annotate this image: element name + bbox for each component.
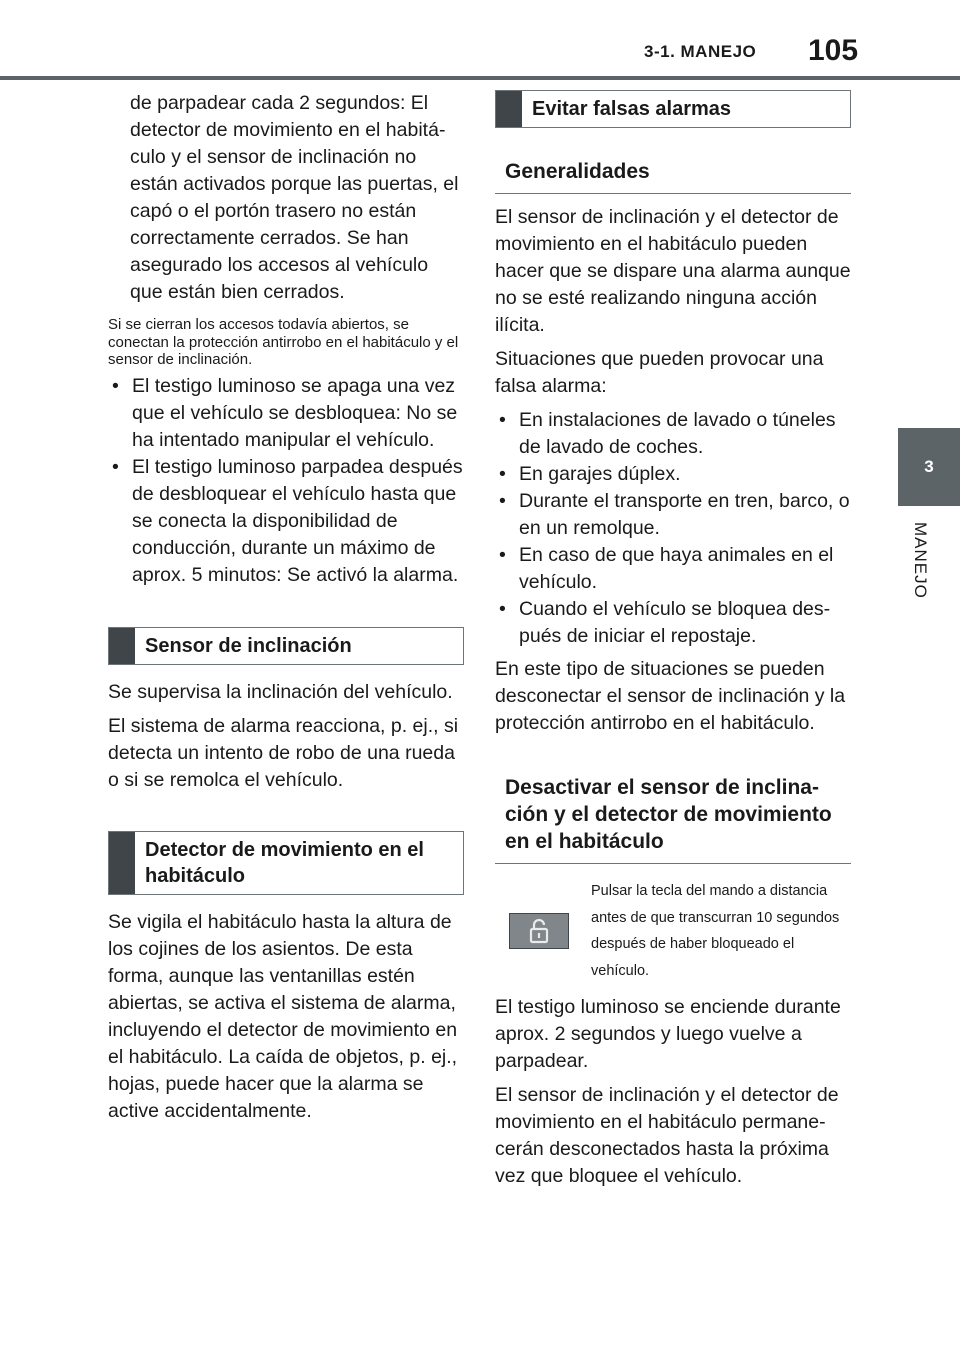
instruction-text: Pulsar la tecla del mando a distancia antes de que transcurran 10 segundos después de haber bloqueado el vehículo. — [591, 883, 840, 979]
paragraph: El sensor de inclinación y el detector de movimiento en el habitáculo pueden hacer que se dispare una alarma aunque no se esté realizando ninguna acción ilícita. — [495, 206, 851, 336]
list-item: • En garajes dúplex. — [495, 461, 851, 488]
section-label: 3-1. MANEJO — [644, 42, 757, 61]
small-note: Si se cierran los accesos todavía abiertos, se conectan la protección antirrobo en el habitáculo y el sensor de inclinación. — [108, 316, 459, 368]
chapter-number: 3 — [924, 457, 934, 476]
header-rule — [0, 76, 960, 80]
paragraph: El sistema de alarma reacciona, p. ej., si detecta un intento de robo de una rueda o si se remolca el vehículo. — [108, 714, 459, 791]
chapter-label: MANEJO — [911, 522, 930, 599]
list-item: • El testigo luminoso se apaga una vez que el vehículo se desbloquea: No se ha intentado manipular el vehículo. — [108, 373, 464, 454]
list-item: • En caso de que haya animales en el vehículo. — [495, 542, 851, 596]
left-column — [108, 90, 464, 1132]
right-column — [495, 90, 851, 1197]
paragraph: El sensor de inclinación y el detector de movimiento en el habitáculo permanecerán desconectados hasta la próxima vez que bloquee el vehículo. — [495, 1084, 839, 1187]
chapter-tab[interactable] — [898, 428, 960, 506]
instruction-row — [509, 878, 851, 984]
paragraph: El testigo luminoso se enciende durante aprox. 2 segundos y luego vuelve a parpadear. — [495, 996, 841, 1072]
paragraph: En este tipo de situaciones se pueden desconectar el sensor de inclinación y la protección antirrobo en el habitáculo. — [495, 658, 846, 734]
list-item: • El testigo luminoso parpadea después de desbloquear el vehículo hasta que se conecta la disponibilidad de conducción, durante un máximo de aprox. 5 minutos: Se activó la alarma. — [108, 454, 464, 589]
section-heading-falsas-alarmas: Evitar falsas alarmas — [495, 90, 851, 128]
intro-paragraph: de parpadear cada 2 segundos: El detector de movimiento en el habitáculo y el sensor de inclinación no están activados porque las puertas, el capó o el portón trasero no están correctamente cerrados. Se han asegurado los accesos al vehículo que están bien cerrados. — [130, 92, 459, 303]
paragraph: Se supervisa la inclinación del vehículo. — [108, 680, 453, 703]
page-number: 105 — [808, 34, 859, 67]
section-heading-detector: Detector de movimiento en el habitáculo — [108, 831, 464, 895]
subheading-generalidades: Generalidades — [495, 156, 851, 194]
section-heading-inclinacion: Sensor de inclinación — [108, 627, 464, 665]
lock-icon — [509, 913, 569, 949]
paragraph: Situaciones que pueden provocar una falsa alarma: — [495, 348, 824, 397]
list-item: • Cuando el vehículo se bloquea después de iniciar el repostaje. — [495, 596, 851, 650]
status-list — [108, 373, 464, 589]
situations-list — [495, 407, 851, 650]
paragraph: Se vigila el habitáculo hasta la altura de los cojines de los asientos. De esta forma, aunque las ventanillas estén abiertas, se activa el sistema de alarma, incluyendo el detector de movimiento en el habitáculo. La caída de objetos, p. ej., hojas, puede hacer que la alarma se active accidentalmente. — [108, 910, 458, 1122]
list-item: • Durante el transporte en tren, barco, o en un remolque. — [495, 488, 851, 542]
list-item: • En instalaciones de lavado o túneles de lavado de coches. — [495, 407, 851, 461]
subheading-desactivar: Desactivar el sensor de inclinación y el detector de movimiento en el habitáculo — [495, 772, 851, 864]
